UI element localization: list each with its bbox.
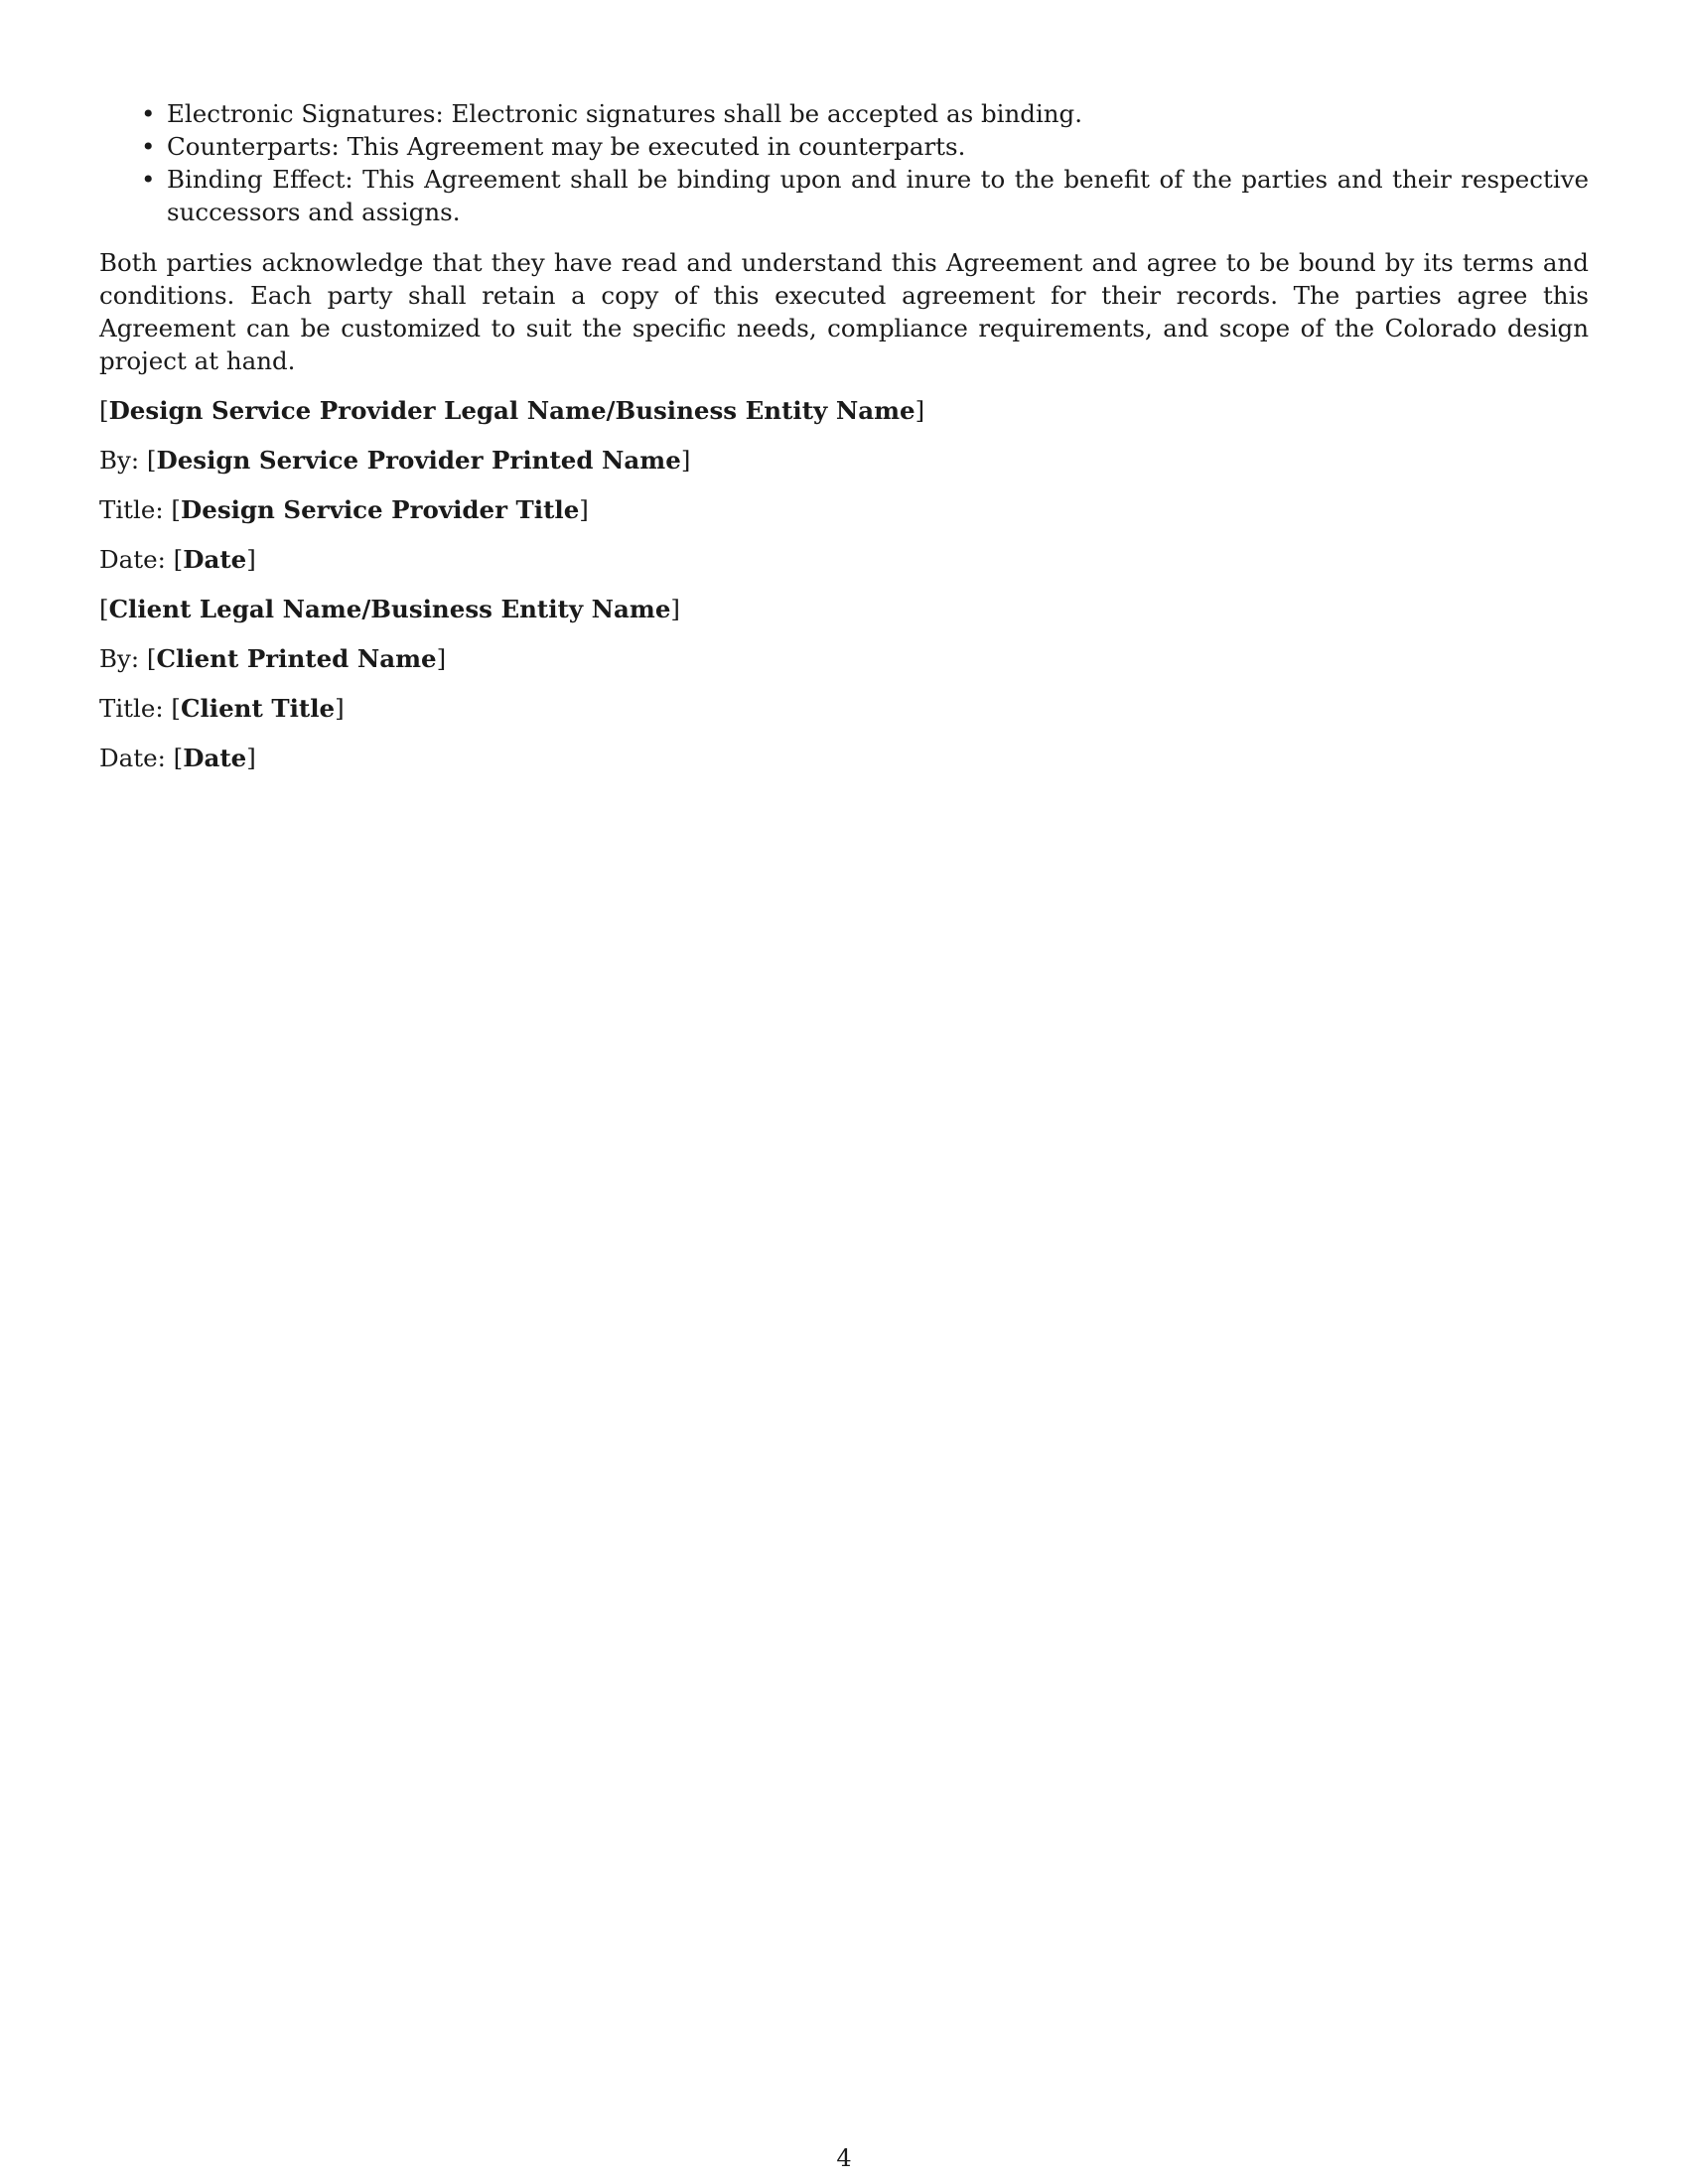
list-item: • Counterparts: This Agreement may be executed in counterparts. (167, 130, 1589, 163)
client-title-value: Client Title (180, 694, 336, 723)
provider-entity-line: [Design Service Provider Legal Name/Business Entity Name] (99, 396, 925, 425)
provider-printed-name: Design Service Provider Printed Name (156, 446, 681, 475)
provisions-list (99, 97, 1589, 228)
page-number: 4 (836, 2144, 852, 2172)
client-entity-line: [Client Legal Name/Business Entity Name] (99, 595, 680, 623)
provider-title-value: Design Service Provider Title (180, 495, 580, 524)
client-date-value: Date (183, 744, 247, 772)
provider-title-label: Title: (99, 495, 164, 524)
client-date-label: Date: (99, 744, 166, 772)
list-item: • Binding Effect: This Agreement shall be binding upon and inure to the benefit of the parties and their respective successors and assigns. (167, 163, 1589, 228)
closing-paragraph: Both parties acknowledge that they have read and understand this Agreement and agree to be bound by its terms and conditions. Each party shall retain a copy of this executed agreement for their records. The parties agree this Agreement can be customized to suit the specific needs, compliance requirements, and scope of the Colorado design project at hand. (99, 248, 1589, 375)
provider-date-label: Date: (99, 545, 166, 574)
client-date-line: Date: [Date] (99, 744, 256, 772)
client-title-label: Title: (99, 694, 164, 723)
client-printed-name: Client Printed Name (156, 644, 437, 673)
provider-date-line: Date: [Date] (99, 545, 256, 574)
provider-title-line: Title: [Design Service Provider Title] (99, 495, 589, 524)
provider-signature-block (99, 394, 1589, 576)
provider-entity-name: Design Service Provider Legal Name/Business Entity Name (108, 396, 915, 425)
client-entity-name: Client Legal Name/Business Entity Name (108, 595, 671, 623)
list-item: • Electronic Signatures: Electronic signatures shall be accepted as binding. (167, 97, 1589, 130)
document-page (99, 97, 1589, 774)
client-by-line: By: [Client Printed Name] (99, 644, 447, 673)
provider-by-line: By: [Design Service Provider Printed Name] (99, 446, 691, 475)
provider-by-label: By: (99, 446, 140, 475)
client-signature-block (99, 593, 1589, 774)
client-title-line: Title: [Client Title] (99, 694, 345, 723)
provider-date-value: Date (183, 545, 247, 574)
client-by-label: By: (99, 644, 140, 673)
